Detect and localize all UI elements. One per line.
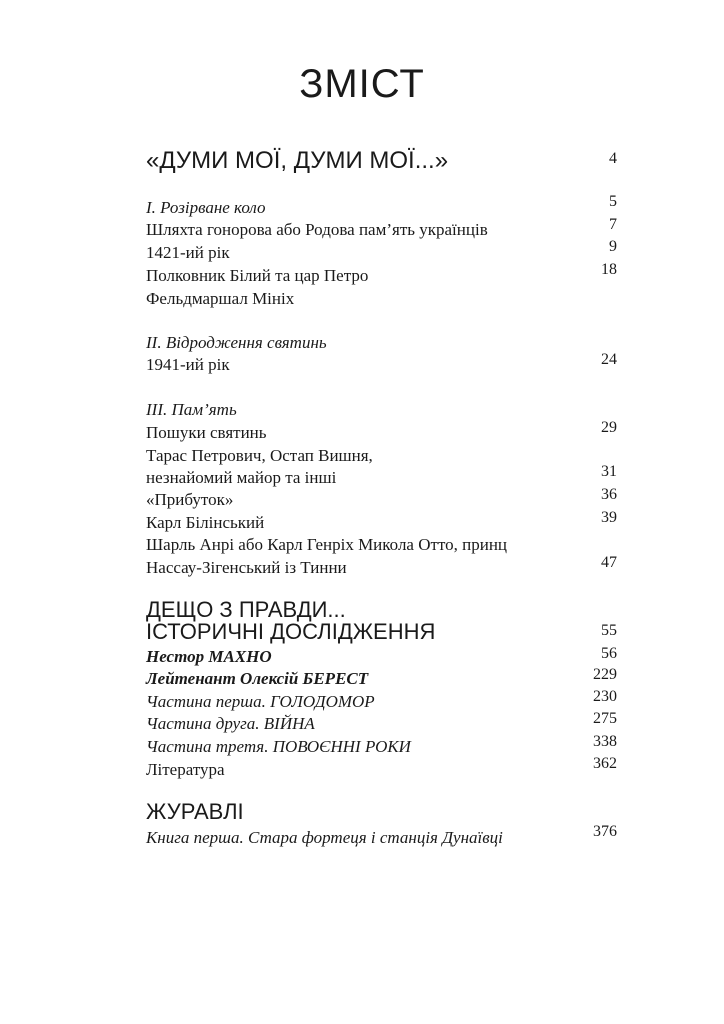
toc-entry: Полковник Білий та цар Петро xyxy=(146,266,369,285)
page-number: 29 xyxy=(601,419,617,436)
page-number: 36 xyxy=(601,486,617,503)
page-number: 18 xyxy=(601,261,617,278)
toc-entry: Нестор МАХНО xyxy=(146,647,272,666)
toc-entry: 1941-ий рік xyxy=(146,355,230,374)
page-number: 7 xyxy=(609,216,617,233)
section-heading-zhuravli: ЖУРАВЛІ xyxy=(146,799,244,824)
section-heading-line: ІСТОРИЧНІ ДОСЛІДЖЕННЯ xyxy=(146,619,436,644)
toc-entry: Тарас Петрович, Остап Вишня, xyxy=(146,446,373,465)
page-number: 55 xyxy=(601,622,617,639)
toc-entry: Фельдмаршал Мініх xyxy=(146,289,295,308)
page-title: ЗМІСТ xyxy=(299,62,425,106)
toc-entry: Лейтенант Олексій БЕРЕСТ xyxy=(146,669,369,688)
section-heading-dumy: «ДУМИ МОЇ, ДУМИ МОЇ...» xyxy=(146,147,449,174)
toc-entry: Шарль Анрі або Карл Генріх Микола Отто, принц xyxy=(146,535,508,554)
page-number: 4 xyxy=(609,150,617,167)
page-number: 230 xyxy=(593,688,617,705)
page-number: 39 xyxy=(601,509,617,526)
toc-entry: Книга перша. Стара фортеця і станція Дунаївці xyxy=(146,828,503,847)
toc-entry: незнайомий майор та інші xyxy=(146,468,337,487)
page-number: 9 xyxy=(609,238,617,255)
toc-entry: Частина перша. ГОЛОДОМОР xyxy=(146,692,375,711)
page-number: 338 xyxy=(593,733,617,750)
page-number: 47 xyxy=(601,554,617,571)
toc-entry: Шляхта гонорова або Родова пам’ять українців xyxy=(146,220,488,239)
page-number: 275 xyxy=(593,710,617,727)
page-number: 24 xyxy=(601,351,617,368)
part-heading: ІІ. Відродження святинь xyxy=(146,333,327,352)
part-heading: ІІІ. Пам’ять xyxy=(146,400,237,419)
toc-entry: Карл Білінський xyxy=(146,513,265,532)
part-heading: І. Розірване коло xyxy=(146,198,266,217)
page-number: 56 xyxy=(601,645,617,662)
toc-entry: Частина друга. ВІЙНА xyxy=(146,714,315,733)
page-number: 362 xyxy=(593,755,617,772)
page-number: 31 xyxy=(601,463,617,480)
toc-entry: «Прибуток» xyxy=(146,490,234,509)
toc-entry: Пошуки святинь xyxy=(146,423,267,442)
page-number: 376 xyxy=(593,823,617,840)
page-number: 5 xyxy=(609,193,617,210)
toc-entry: Література xyxy=(146,760,225,779)
toc-entry: Нассау-Зігенський із Тинни xyxy=(146,558,347,577)
section-heading-line: ДЕЩО З ПРАВДИ... xyxy=(146,597,346,622)
toc-entry: 1421-ий рік xyxy=(146,243,230,262)
toc-entry: Частина третя. ПОВОЄННІ РОКИ xyxy=(146,737,411,756)
page-number: 229 xyxy=(593,666,617,683)
